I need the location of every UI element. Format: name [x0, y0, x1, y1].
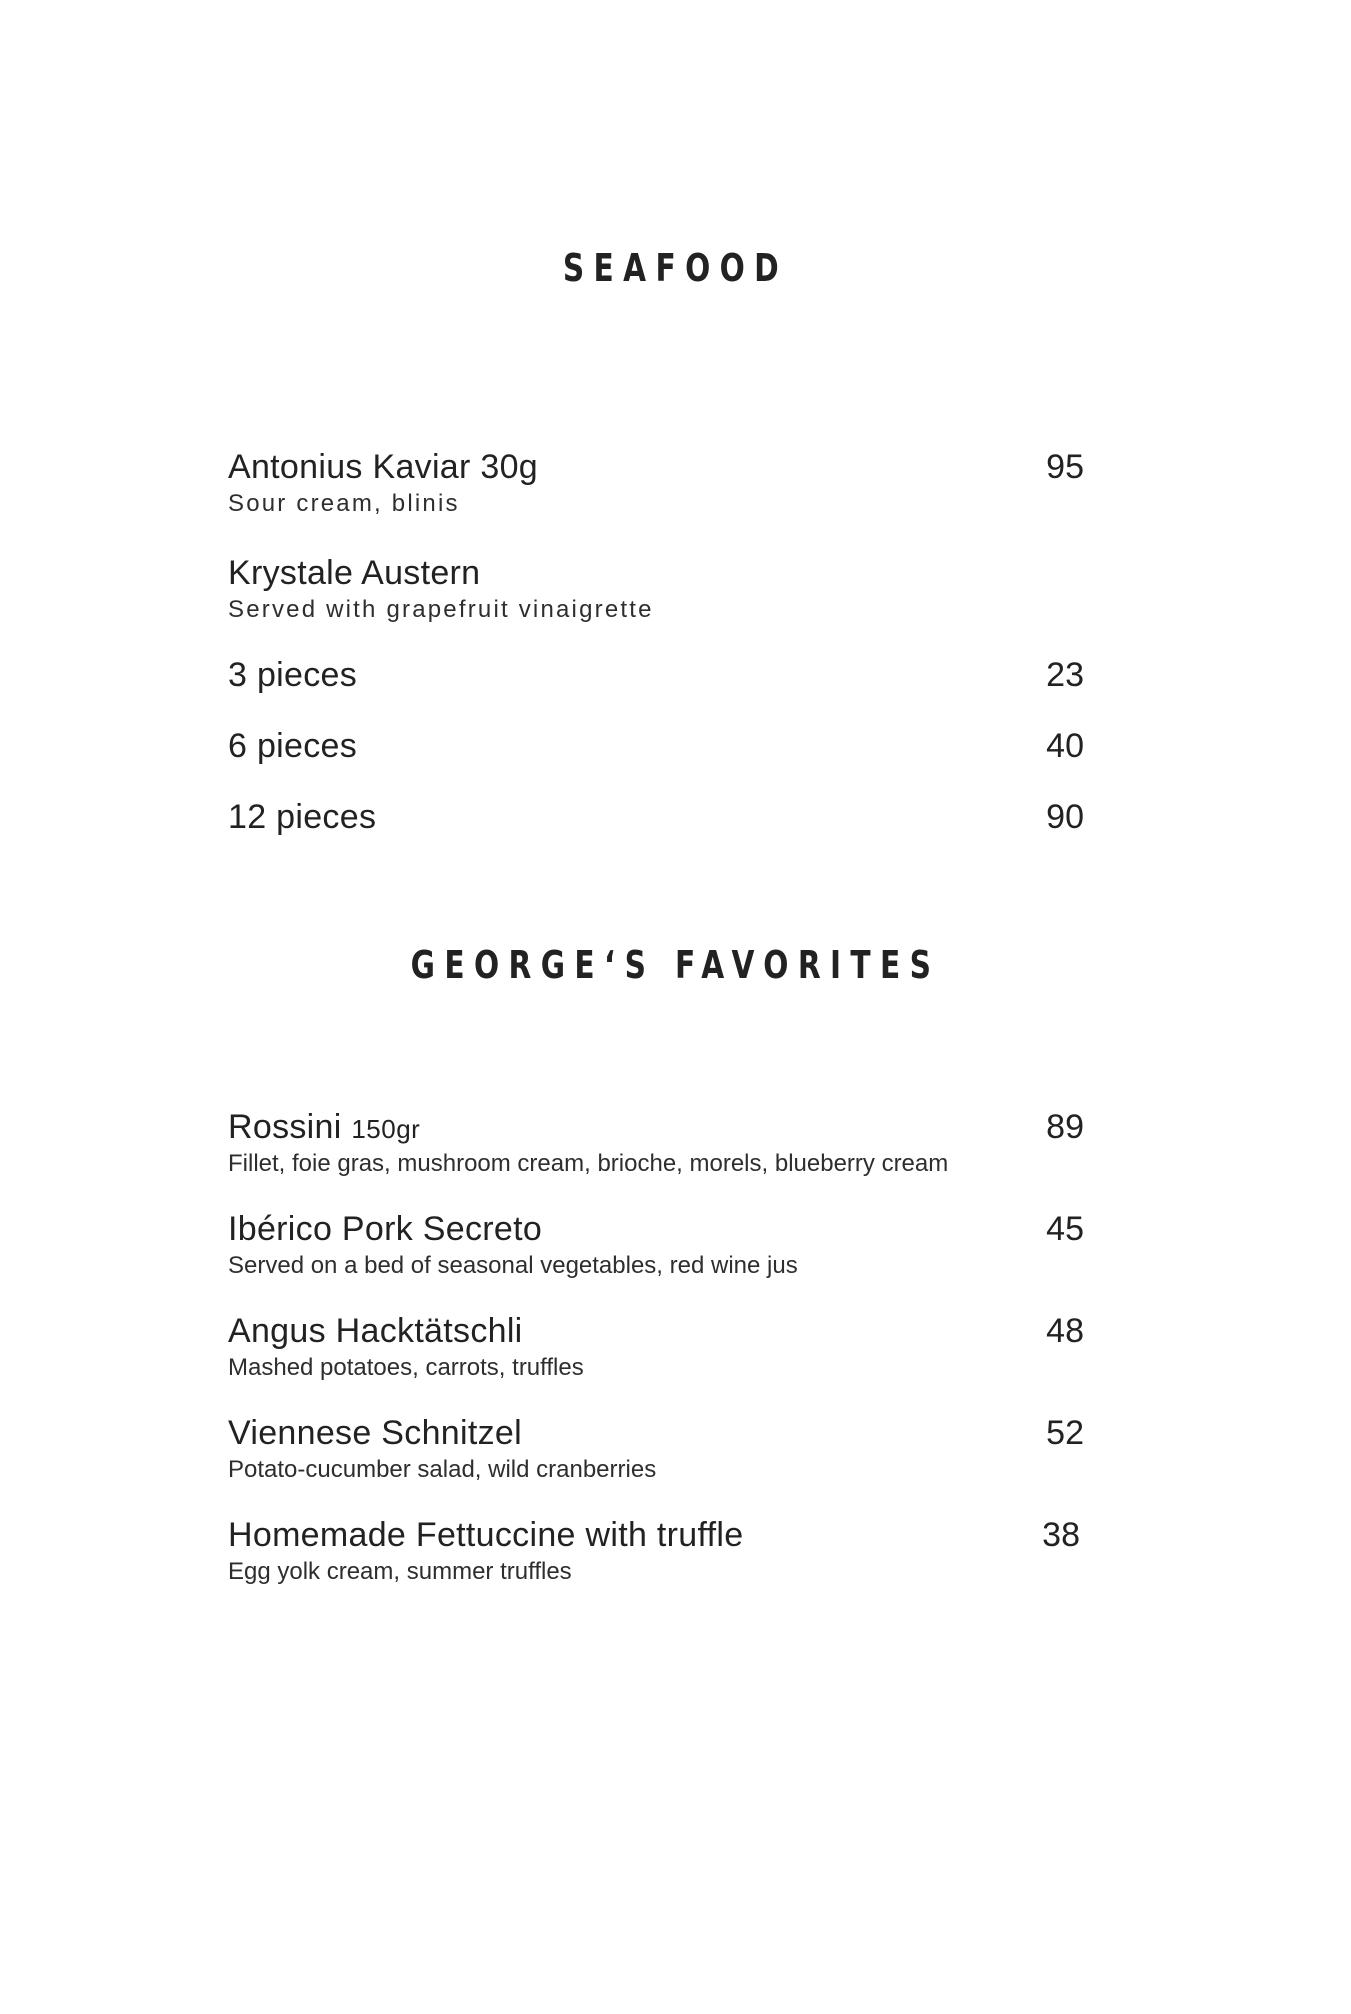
item-name: Viennese Schnitzel	[228, 1414, 522, 1452]
menu-item	[228, 1108, 1084, 1148]
item-description: Sour cream, blinis	[228, 490, 460, 517]
menu-item	[228, 448, 1084, 488]
item-description: Served on a bed of seasonal vegetables, red wine jus	[228, 1252, 798, 1279]
item-name: Homemade Fettuccine with truffle	[228, 1516, 744, 1554]
item-name: 6 pieces	[228, 727, 358, 765]
menu-item	[228, 1210, 1084, 1250]
item-description: Mashed potatoes, carrots, truffles	[228, 1354, 584, 1381]
item-name: Ibérico Pork Secreto	[228, 1210, 543, 1248]
item-price: 52	[1046, 1414, 1084, 1452]
item-name-text: Rossini	[228, 1108, 342, 1146]
section-title-favorites: GEORGE‘S FAVORITES	[410, 943, 941, 987]
item-price: 23	[1046, 656, 1084, 694]
item-name: Krystale Austern	[228, 554, 481, 592]
item-price: 95	[1046, 448, 1084, 486]
item-name: 3 pieces	[228, 656, 358, 694]
menu-item	[228, 1516, 1084, 1556]
item-description: Fillet, foie gras, mushroom cream, brioche, morels, blueberry cream	[228, 1150, 949, 1177]
menu-item	[228, 1414, 1084, 1454]
menu-item	[228, 656, 1084, 696]
item-name: Antonius Kaviar 30g	[228, 448, 539, 486]
item-quantity: 150gr	[351, 1114, 421, 1144]
menu-item	[228, 1312, 1084, 1352]
item-price: 38	[1042, 1516, 1080, 1554]
item-price: 40	[1046, 727, 1084, 765]
item-price: 48	[1046, 1312, 1084, 1350]
item-price: 89	[1046, 1108, 1084, 1146]
menu-item	[228, 798, 1084, 838]
item-name: 12 pieces	[228, 798, 377, 836]
item-description: Served with grapefruit vinaigrette	[228, 596, 654, 623]
item-name	[228, 1108, 420, 1147]
item-price: 45	[1046, 1210, 1084, 1248]
item-description: Egg yolk cream, summer truffles	[228, 1558, 572, 1585]
item-description: Potato-cucumber salad, wild cranberries	[228, 1456, 657, 1483]
item-price: 90	[1046, 798, 1084, 836]
menu-item	[228, 727, 1084, 767]
section-title-seafood: SEAFOOD	[562, 246, 789, 290]
menu-item	[228, 554, 1084, 594]
item-name: Angus Hacktätschli	[228, 1312, 523, 1350]
